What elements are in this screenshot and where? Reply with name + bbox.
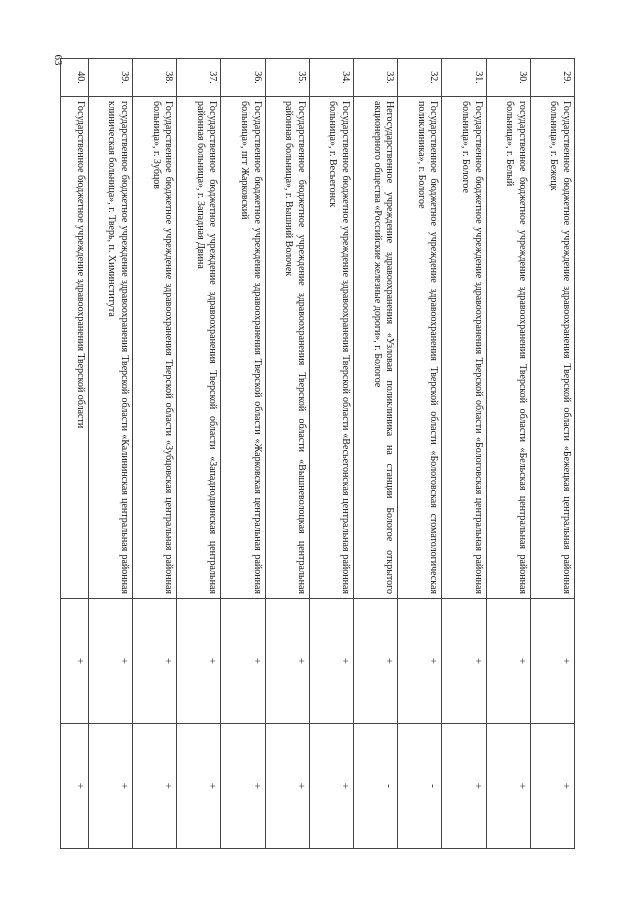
table-row — [221, 59, 265, 849]
row-number-cell: 40. — [61, 59, 89, 97]
row-number-cell: 32. — [398, 59, 442, 97]
row-number-cell: 29. — [530, 59, 574, 97]
mark-cell-a: + — [265, 599, 309, 724]
mark-cell-a: + — [132, 599, 176, 724]
organization-name-cell: Государственное бюджетное учреждение здравоохранения Тверской области — [61, 97, 89, 599]
table-row — [88, 59, 132, 849]
table-row — [309, 59, 353, 849]
row-number-cell: 34. — [309, 59, 353, 97]
organization-name-cell: Государственное бюджетное учреждение здравоохранения Тверской области «Бежецкая центральная районная больница», г. Бежецк — [530, 97, 574, 599]
mark-cell-b: + — [530, 724, 574, 849]
organization-name-cell: государственное бюджетное учреждение здравоохранения Тверской области «Бельская центральная районная больница», г. Белый — [486, 97, 530, 599]
table-row — [442, 59, 486, 849]
mark-cell-b: + — [442, 724, 486, 849]
mark-cell-b: + — [221, 724, 265, 849]
mark-cell-a: + — [177, 599, 221, 724]
mark-cell-b: + — [265, 724, 309, 849]
mark-cell-b: + — [88, 724, 132, 849]
row-number-cell: 31. — [442, 59, 486, 97]
row-number-cell: 37. — [177, 59, 221, 97]
mark-cell-a: + — [442, 599, 486, 724]
organization-name-cell: Государственное бюджетное учреждение здравоохранения Тверской области «Бологовская стоматологическая поликлиника», г. Бологое — [398, 97, 442, 599]
table-row — [265, 59, 309, 849]
mark-cell-b: + — [132, 724, 176, 849]
row-number-cell: 36. — [221, 59, 265, 97]
row-number-cell: 33. — [353, 59, 397, 97]
row-number-cell: 39. — [88, 59, 132, 97]
mark-cell-a: + — [530, 599, 574, 724]
registry-table-rotated — [60, 58, 575, 848]
organization-name-cell: Государственное бюджетное учреждение здравоохранения Тверской области «Жарковская центральная районная больница», пгт Жарковский — [221, 97, 265, 599]
mark-cell-b: + — [486, 724, 530, 849]
organization-name-cell: государственное бюджетное учреждение здравоохранения Тверской области «Калининская центральная районная клиническая больница», г. Тверь, п. Химинститута — [88, 97, 132, 599]
mark-cell-b: - — [353, 724, 397, 849]
table-row — [61, 59, 89, 849]
mark-cell-a: + — [221, 599, 265, 724]
mark-cell-a: + — [88, 599, 132, 724]
mark-cell-b: + — [177, 724, 221, 849]
organization-name-cell: Государственное бюджетное учреждение здравоохранения Тверской области «Весьегонская центральная районная больница», г. Весьегонск — [309, 97, 353, 599]
page-number: 63 — [52, 54, 64, 66]
mark-cell-b: + — [61, 724, 89, 849]
mark-cell-a: + — [309, 599, 353, 724]
row-number-cell: 35. — [265, 59, 309, 97]
medical-organizations-table — [60, 58, 575, 849]
organization-name-cell: Государственное бюджетное учреждение здравоохранения Тверской области «Западнодвинская центральная районная больница», г. Западная Двина — [177, 97, 221, 599]
table-row — [353, 59, 397, 849]
table-row — [177, 59, 221, 849]
table-row — [398, 59, 442, 849]
mark-cell-b: + — [309, 724, 353, 849]
mark-cell-a: + — [398, 599, 442, 724]
registry-table-frame — [60, 58, 575, 848]
organization-name-cell: Государственное бюджетное учреждение здравоохранения Тверской области «Зубцовская центральная районная больница», г. Зубцов — [132, 97, 176, 599]
table-row — [530, 59, 574, 849]
mark-cell-b: - — [398, 724, 442, 849]
mark-cell-a: + — [61, 599, 89, 724]
organization-name-cell: Государственное бюджетное учреждение здравоохранения Тверской области «Бологовская центральная районная больница», г. Бологое — [442, 97, 486, 599]
mark-cell-a: + — [353, 599, 397, 724]
table-row — [486, 59, 530, 849]
organization-name-cell: Государственное бюджетное учреждение здравоохранения Тверской области «Вышневолоцкая центральная районная больница», г. Вышний Волочек — [265, 97, 309, 599]
row-number-cell: 38. — [132, 59, 176, 97]
organization-name-cell: Негосударственное учреждение здравоохранения «Узловая поликлиника на станции Бологое открытого акционерного общества «Российские железные дороги», г. Бологое — [353, 97, 397, 599]
mark-cell-a: + — [486, 599, 530, 724]
row-number-cell: 30. — [486, 59, 530, 97]
table-row — [132, 59, 176, 849]
